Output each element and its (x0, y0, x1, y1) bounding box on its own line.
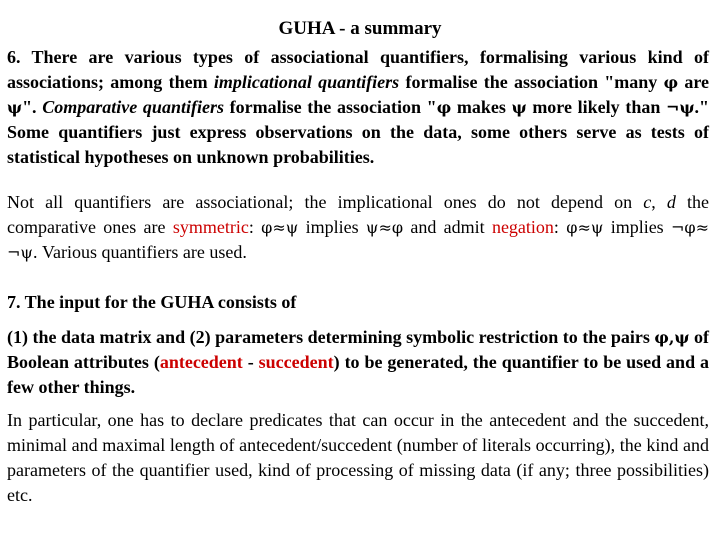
formula-phi-approx-psi: φ≈ψ (566, 218, 604, 237)
p4-text-c: - (242, 352, 259, 372)
symmetric-term: symmetric (172, 217, 249, 237)
phi-symbol: φ (436, 98, 452, 117)
p2-text-g: implies (298, 217, 366, 237)
p1-text-j: ." Some quantifiers just express observations on the data, some others serve as tests of statistical hypotheses on unknown probabilities. (7, 97, 710, 167)
p2-text-a: Not all quantifiers are associational; the implicational ones do not depend on (7, 192, 644, 212)
p2-text-b: , (651, 192, 667, 212)
succedent-term: succedent (258, 352, 334, 372)
p2-text-k: . Various quantifiers are used. (32, 242, 247, 262)
psi-symbol: ψ (7, 98, 23, 117)
p4-text-b: of Boolean attributes ( (7, 327, 710, 372)
p2-text-i: : (553, 217, 567, 237)
p1-text-g: formalise the association " (223, 97, 437, 117)
p2-text-h: and admit (403, 217, 492, 237)
p1-text-a: 6. There are various types of associational quantifiers, formalising various kind of associations; among them (7, 47, 709, 92)
negation-term: negation (491, 217, 554, 237)
p2-text-e: the comparative ones are (7, 192, 709, 237)
variable-c: c (643, 192, 652, 212)
page-title: GUHA - a summary (278, 18, 442, 39)
input-heading: 7. The input for the GUHA consists of (7, 292, 297, 312)
associational-note-paragraph (7, 190, 709, 265)
p4-text-a: (1) the data matrix and (2) parameters determining symbolic restriction to the pairs (7, 327, 655, 347)
quantifier-types-paragraph (7, 45, 709, 170)
p1-text-d: are (678, 72, 710, 92)
phi-psi-pair: φ,ψ (654, 328, 690, 347)
not-psi-symbol: ¬ψ (666, 98, 695, 117)
p1-text-c: formalise the association "many (399, 72, 664, 92)
p1-text-e: ". (22, 97, 43, 117)
implicational-quantifiers-term: implicational quantifiers (213, 72, 400, 92)
p2-text-j: implies (603, 217, 671, 237)
p1-text-h: makes (451, 97, 512, 117)
formula-negated: ¬φ≈ ¬ψ (7, 218, 710, 262)
variable-d: d (666, 192, 676, 212)
p4-text-d: ) to be generated, the quantifier to be used and a few other things. (7, 352, 709, 397)
comparative-quantifiers-term: Comparative quantifiers (42, 97, 224, 117)
phi-symbol: φ (663, 73, 679, 92)
formula-psi-approx-phi: ψ≈φ (365, 218, 404, 237)
antecedent-term: antecedent (159, 352, 243, 372)
input-description-paragraph (7, 325, 709, 400)
p2-text-f: : (248, 217, 262, 237)
particular-declarations-paragraph: In particular, one has to declare predicates that can occur in the antecedent and the succedent, minimal and maximal length of antecedent/succedent (number of literals occurring), the kind and parameters of the quantifier used, kind of processing of missing data (if any; three possibilities) etc. (7, 410, 709, 505)
formula-phi-approx-psi: φ≈ψ (261, 218, 299, 237)
psi-symbol: ψ (511, 98, 527, 117)
p1-text-i: more likely than (526, 97, 667, 117)
